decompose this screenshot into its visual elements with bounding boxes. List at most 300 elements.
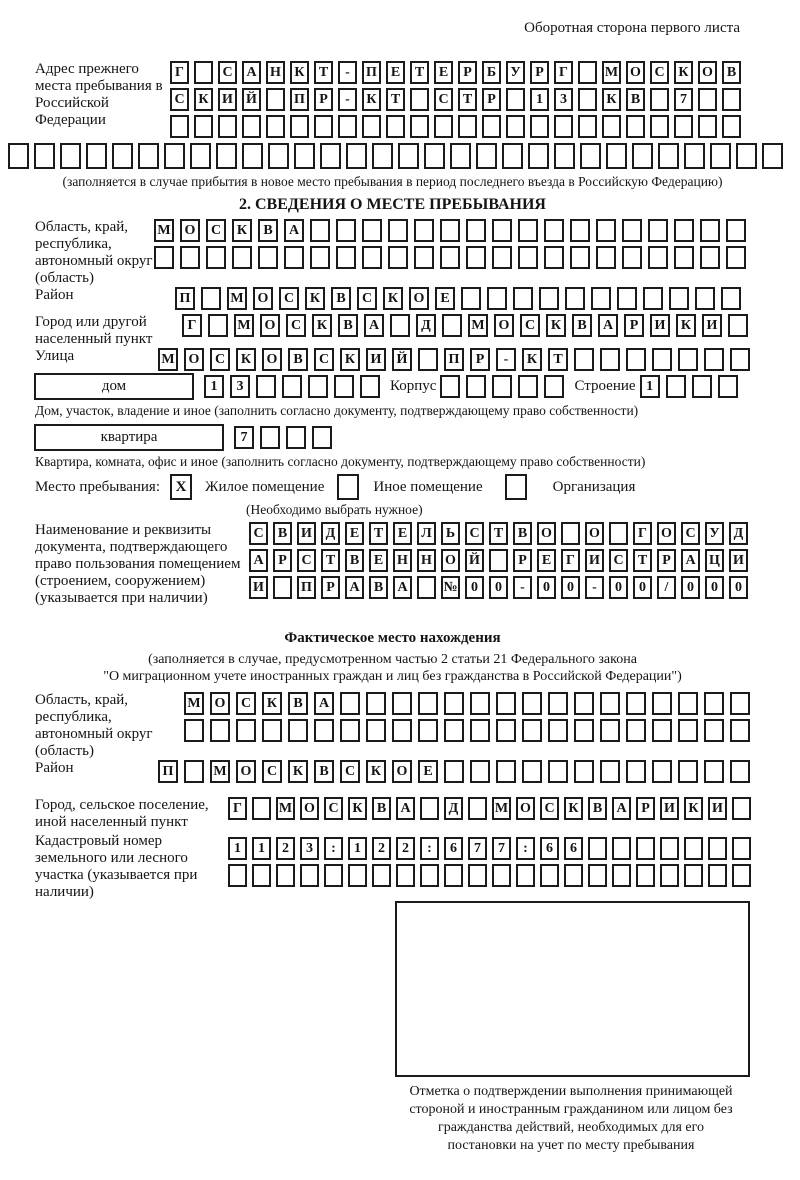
char-box[interactable] [190,143,211,169]
char-box[interactable] [314,719,334,742]
char-box[interactable] [726,219,746,242]
char-box[interactable] [242,143,263,169]
char-box[interactable]: В [722,61,741,84]
char-box[interactable] [548,760,568,783]
char-box[interactable] [518,375,538,398]
char-box[interactable]: И [729,549,748,572]
char-box[interactable]: 6 [444,837,463,860]
char-box[interactable] [284,246,304,269]
char-box[interactable]: О [300,797,319,820]
char-box[interactable] [730,719,750,742]
char-box[interactable] [588,864,607,887]
char-box[interactable] [338,115,357,138]
char-box[interactable] [138,143,159,169]
char-box[interactable]: К [312,314,332,337]
char-box[interactable] [528,143,549,169]
char-box[interactable] [602,115,621,138]
char-box[interactable] [626,692,646,715]
char-box[interactable] [570,246,590,269]
char-box[interactable] [554,143,575,169]
char-box[interactable] [252,797,271,820]
char-box[interactable] [704,348,724,371]
char-box[interactable] [600,760,620,783]
char-box[interactable] [392,719,412,742]
char-box[interactable] [410,88,429,111]
char-box[interactable]: Р [470,348,490,371]
char-box[interactable] [492,219,512,242]
char-box[interactable] [626,348,646,371]
char-box[interactable] [444,760,464,783]
char-box[interactable]: П [175,287,195,310]
char-box[interactable]: В [372,797,391,820]
char-box[interactable] [721,287,741,310]
char-box[interactable] [266,88,285,111]
char-box[interactable] [548,719,568,742]
char-box[interactable] [336,246,356,269]
char-box[interactable]: В [369,576,388,599]
char-box[interactable] [218,115,237,138]
char-box[interactable]: А [396,797,415,820]
char-box[interactable]: Д [729,522,748,545]
char-box[interactable] [578,61,597,84]
char-box[interactable]: В [288,692,308,715]
char-box[interactable] [340,719,360,742]
char-box[interactable] [184,760,204,783]
char-box[interactable] [348,864,367,887]
char-box[interactable]: К [522,348,542,371]
char-box[interactable] [242,115,261,138]
char-box[interactable]: О [210,692,230,715]
char-box[interactable] [600,692,620,715]
char-box[interactable] [482,115,501,138]
char-box[interactable] [86,143,107,169]
char-box[interactable]: К [602,88,621,111]
char-box[interactable] [626,760,646,783]
char-box[interactable]: Г [633,522,652,545]
char-box[interactable]: А [612,797,631,820]
char-box[interactable]: К [305,287,325,310]
stay-checkbox-residential[interactable]: X [170,474,192,500]
char-box[interactable]: С [297,549,316,572]
char-box[interactable]: Т [633,549,652,572]
char-box[interactable] [273,576,292,599]
char-box[interactable]: В [338,314,358,337]
char-box[interactable]: 0 [705,576,724,599]
char-box[interactable] [736,143,757,169]
char-box[interactable] [636,864,655,887]
char-box[interactable] [732,797,751,820]
char-box[interactable]: К [362,88,381,111]
char-box[interactable]: Р [530,61,549,84]
char-box[interactable] [548,692,568,715]
char-box[interactable]: Т [410,61,429,84]
char-box[interactable]: С [262,760,282,783]
char-box[interactable]: 2 [276,837,295,860]
char-box[interactable] [578,115,597,138]
char-box[interactable]: 2 [396,837,415,860]
stay-checkbox-other-premises[interactable] [337,474,359,500]
char-box[interactable] [258,246,278,269]
char-box[interactable] [232,246,252,269]
char-box[interactable]: П [362,61,381,84]
char-box[interactable]: 6 [564,837,583,860]
char-box[interactable]: В [572,314,592,337]
char-box[interactable] [565,287,585,310]
char-box[interactable] [622,219,642,242]
char-box[interactable]: К [366,760,386,783]
char-box[interactable]: Т [458,88,477,111]
char-box[interactable]: : [420,837,439,860]
char-box[interactable] [650,115,669,138]
char-box[interactable] [522,760,542,783]
char-box[interactable] [466,219,486,242]
char-box[interactable]: К [676,314,696,337]
char-box[interactable] [414,246,434,269]
char-box[interactable]: Д [444,797,463,820]
char-box[interactable]: М [492,797,511,820]
char-box[interactable] [544,375,564,398]
char-box[interactable]: Р [314,88,333,111]
char-box[interactable] [288,719,308,742]
char-box[interactable] [468,864,487,887]
char-box[interactable] [194,115,213,138]
char-box[interactable] [420,797,439,820]
char-box[interactable] [256,375,276,398]
char-box[interactable] [539,287,559,310]
char-box[interactable]: М [276,797,295,820]
char-box[interactable]: Т [314,61,333,84]
char-box[interactable]: С [520,314,540,337]
char-box[interactable]: Д [321,522,340,545]
char-box[interactable]: О [441,549,460,572]
char-box[interactable] [492,246,512,269]
char-box[interactable] [294,143,315,169]
char-box[interactable]: Е [537,549,556,572]
char-box[interactable]: Е [345,522,364,545]
char-box[interactable] [154,246,174,269]
char-box[interactable] [700,219,720,242]
char-box[interactable] [730,760,750,783]
char-box[interactable]: Т [369,522,388,545]
char-box[interactable]: О [657,522,676,545]
char-box[interactable] [695,287,715,310]
char-box[interactable] [574,719,594,742]
char-box[interactable] [290,115,309,138]
char-box[interactable] [506,115,525,138]
char-box[interactable] [396,864,415,887]
char-box[interactable] [362,219,382,242]
char-box[interactable]: И [660,797,679,820]
char-box[interactable] [496,692,516,715]
char-box[interactable]: Й [465,549,484,572]
char-box[interactable] [286,426,306,449]
char-box[interactable] [417,576,436,599]
char-box[interactable]: В [273,522,292,545]
char-box[interactable]: 0 [633,576,652,599]
char-box[interactable] [652,348,672,371]
char-box[interactable] [606,143,627,169]
char-box[interactable] [660,837,679,860]
char-box[interactable] [276,864,295,887]
char-box[interactable] [684,864,703,887]
char-box[interactable] [648,219,668,242]
char-box[interactable]: Т [548,348,568,371]
char-box[interactable]: С [357,287,377,310]
char-box[interactable] [612,864,631,887]
char-box[interactable] [762,143,783,169]
char-box[interactable] [554,115,573,138]
char-box[interactable]: П [290,88,309,111]
char-box[interactable]: 0 [609,576,628,599]
char-box[interactable]: 1 [252,837,271,860]
char-box[interactable]: Е [418,760,438,783]
char-box[interactable]: М [210,760,230,783]
char-box[interactable]: С [465,522,484,545]
char-box[interactable]: 1 [228,837,247,860]
char-box[interactable]: И [297,522,316,545]
char-box[interactable]: М [184,692,204,715]
char-box[interactable] [588,837,607,860]
char-box[interactable]: С [540,797,559,820]
char-box[interactable]: В [626,88,645,111]
char-box[interactable] [410,115,429,138]
char-box[interactable]: 1 [348,837,367,860]
char-box[interactable]: В [331,287,351,310]
char-box[interactable] [444,864,463,887]
char-box[interactable]: А [242,61,261,84]
char-box[interactable] [262,719,282,742]
char-box[interactable]: П [444,348,464,371]
char-box[interactable] [470,719,490,742]
char-box[interactable]: А [393,576,412,599]
char-box[interactable]: Г [228,797,247,820]
char-box[interactable]: 6 [540,837,559,860]
char-box[interactable]: К [194,88,213,111]
char-box[interactable] [372,143,393,169]
char-box[interactable] [461,287,481,310]
char-box[interactable]: Т [386,88,405,111]
char-box[interactable]: С [218,61,237,84]
char-box[interactable]: У [705,522,724,545]
char-box[interactable] [678,760,698,783]
char-box[interactable] [580,143,601,169]
char-box[interactable]: - [338,61,357,84]
char-box[interactable]: О [698,61,717,84]
char-box[interactable]: И [702,314,722,337]
char-box[interactable]: Л [417,522,436,545]
char-box[interactable]: А [598,314,618,337]
char-box[interactable] [210,719,230,742]
char-box[interactable] [513,287,533,310]
char-box[interactable]: К [564,797,583,820]
char-box[interactable] [648,246,668,269]
char-box[interactable] [516,864,535,887]
char-box[interactable] [596,219,616,242]
char-box[interactable] [530,115,549,138]
char-box[interactable]: А [284,219,304,242]
char-box[interactable] [366,692,386,715]
char-box[interactable] [418,719,438,742]
char-box[interactable]: С [236,692,256,715]
char-box[interactable] [609,522,628,545]
char-box[interactable]: Р [624,314,644,337]
char-box[interactable] [540,864,559,887]
char-box[interactable] [708,837,727,860]
char-box[interactable]: А [345,576,364,599]
char-box[interactable]: О [392,760,412,783]
char-box[interactable] [636,837,655,860]
char-box[interactable]: 3 [554,88,573,111]
char-box[interactable] [728,314,748,337]
char-box[interactable]: 1 [640,375,660,398]
char-box[interactable] [492,375,512,398]
char-box[interactable]: И [366,348,386,371]
char-box[interactable] [487,287,507,310]
char-box[interactable]: С [434,88,453,111]
char-box[interactable] [678,719,698,742]
char-box[interactable]: С [324,797,343,820]
char-box[interactable] [228,864,247,887]
char-box[interactable]: Е [369,549,388,572]
char-box[interactable]: К [232,219,252,242]
char-box[interactable] [544,219,564,242]
char-box[interactable]: О [262,348,282,371]
char-box[interactable]: В [345,549,364,572]
char-box[interactable]: С [314,348,334,371]
char-box[interactable]: А [364,314,384,337]
char-box[interactable] [489,549,508,572]
char-box[interactable] [643,287,663,310]
char-box[interactable] [726,246,746,269]
char-box[interactable]: В [258,219,278,242]
char-box[interactable]: 0 [729,576,748,599]
char-box[interactable] [418,348,438,371]
char-box[interactable]: О [260,314,280,337]
char-box[interactable]: М [158,348,178,371]
char-box[interactable]: К [288,760,308,783]
char-box[interactable] [312,426,332,449]
char-box[interactable] [466,246,486,269]
char-box[interactable] [388,246,408,269]
char-box[interactable] [684,837,703,860]
char-box[interactable]: К [262,692,282,715]
char-box[interactable] [362,115,381,138]
char-box[interactable]: 3 [300,837,319,860]
char-box[interactable] [522,719,542,742]
char-box[interactable] [650,88,669,111]
char-box[interactable]: 1 [530,88,549,111]
char-box[interactable] [700,246,720,269]
char-box[interactable]: - [585,576,604,599]
char-box[interactable]: Г [554,61,573,84]
char-box[interactable] [522,692,542,715]
char-box[interactable] [518,219,538,242]
char-box[interactable] [308,375,328,398]
char-box[interactable] [470,692,490,715]
char-box[interactable]: Ц [705,549,724,572]
char-box[interactable] [300,864,319,887]
char-box[interactable]: 0 [537,576,556,599]
char-box[interactable] [392,692,412,715]
char-box[interactable] [458,115,477,138]
char-box[interactable] [674,219,694,242]
char-box[interactable]: 7 [234,426,254,449]
char-box[interactable] [544,246,564,269]
char-box[interactable] [722,115,741,138]
char-box[interactable] [578,88,597,111]
char-box[interactable] [398,143,419,169]
char-box[interactable] [698,115,717,138]
char-box[interactable] [184,719,204,742]
char-box[interactable] [704,719,724,742]
char-box[interactable] [722,88,741,111]
char-box[interactable]: 0 [681,576,700,599]
char-box[interactable]: К [684,797,703,820]
char-box[interactable] [362,246,382,269]
char-box[interactable]: О [537,522,556,545]
char-box[interactable]: И [708,797,727,820]
char-box[interactable]: С [170,88,189,111]
char-box[interactable] [678,348,698,371]
char-box[interactable] [434,115,453,138]
char-box[interactable] [440,375,460,398]
char-box[interactable]: И [218,88,237,111]
char-box[interactable]: В [314,760,334,783]
char-box[interactable] [732,864,751,887]
char-box[interactable]: С [249,522,268,545]
char-box[interactable] [418,692,438,715]
char-box[interactable] [440,246,460,269]
char-box[interactable]: О [516,797,535,820]
char-box[interactable]: У [506,61,525,84]
char-box[interactable] [652,719,672,742]
char-box[interactable] [518,246,538,269]
char-box[interactable]: Р [482,88,501,111]
char-box[interactable]: Е [393,522,412,545]
char-box[interactable] [622,246,642,269]
char-box[interactable] [496,760,516,783]
char-box[interactable] [34,143,55,169]
char-box[interactable] [502,143,523,169]
char-box[interactable]: О [409,287,429,310]
char-box[interactable]: 0 [561,576,580,599]
char-box[interactable]: 7 [468,837,487,860]
char-box[interactable] [600,348,620,371]
char-box[interactable]: В [588,797,607,820]
char-box[interactable]: И [585,549,604,572]
char-box[interactable]: М [234,314,254,337]
char-box[interactable] [60,143,81,169]
char-box[interactable]: К [674,61,693,84]
char-box[interactable]: № [441,576,460,599]
char-box[interactable] [669,287,689,310]
char-box[interactable]: : [324,837,343,860]
char-box[interactable]: 7 [674,88,693,111]
char-box[interactable] [574,348,594,371]
char-box[interactable] [591,287,611,310]
char-box[interactable]: К [236,348,256,371]
char-box[interactable]: Г [561,549,580,572]
char-box[interactable]: В [288,348,308,371]
char-box[interactable]: К [340,348,360,371]
char-box[interactable] [366,719,386,742]
char-box[interactable] [708,864,727,887]
char-box[interactable]: С [681,522,700,545]
char-box[interactable]: 2 [372,837,391,860]
char-box[interactable]: 7 [492,837,511,860]
char-box[interactable]: С [650,61,669,84]
char-box[interactable]: К [348,797,367,820]
